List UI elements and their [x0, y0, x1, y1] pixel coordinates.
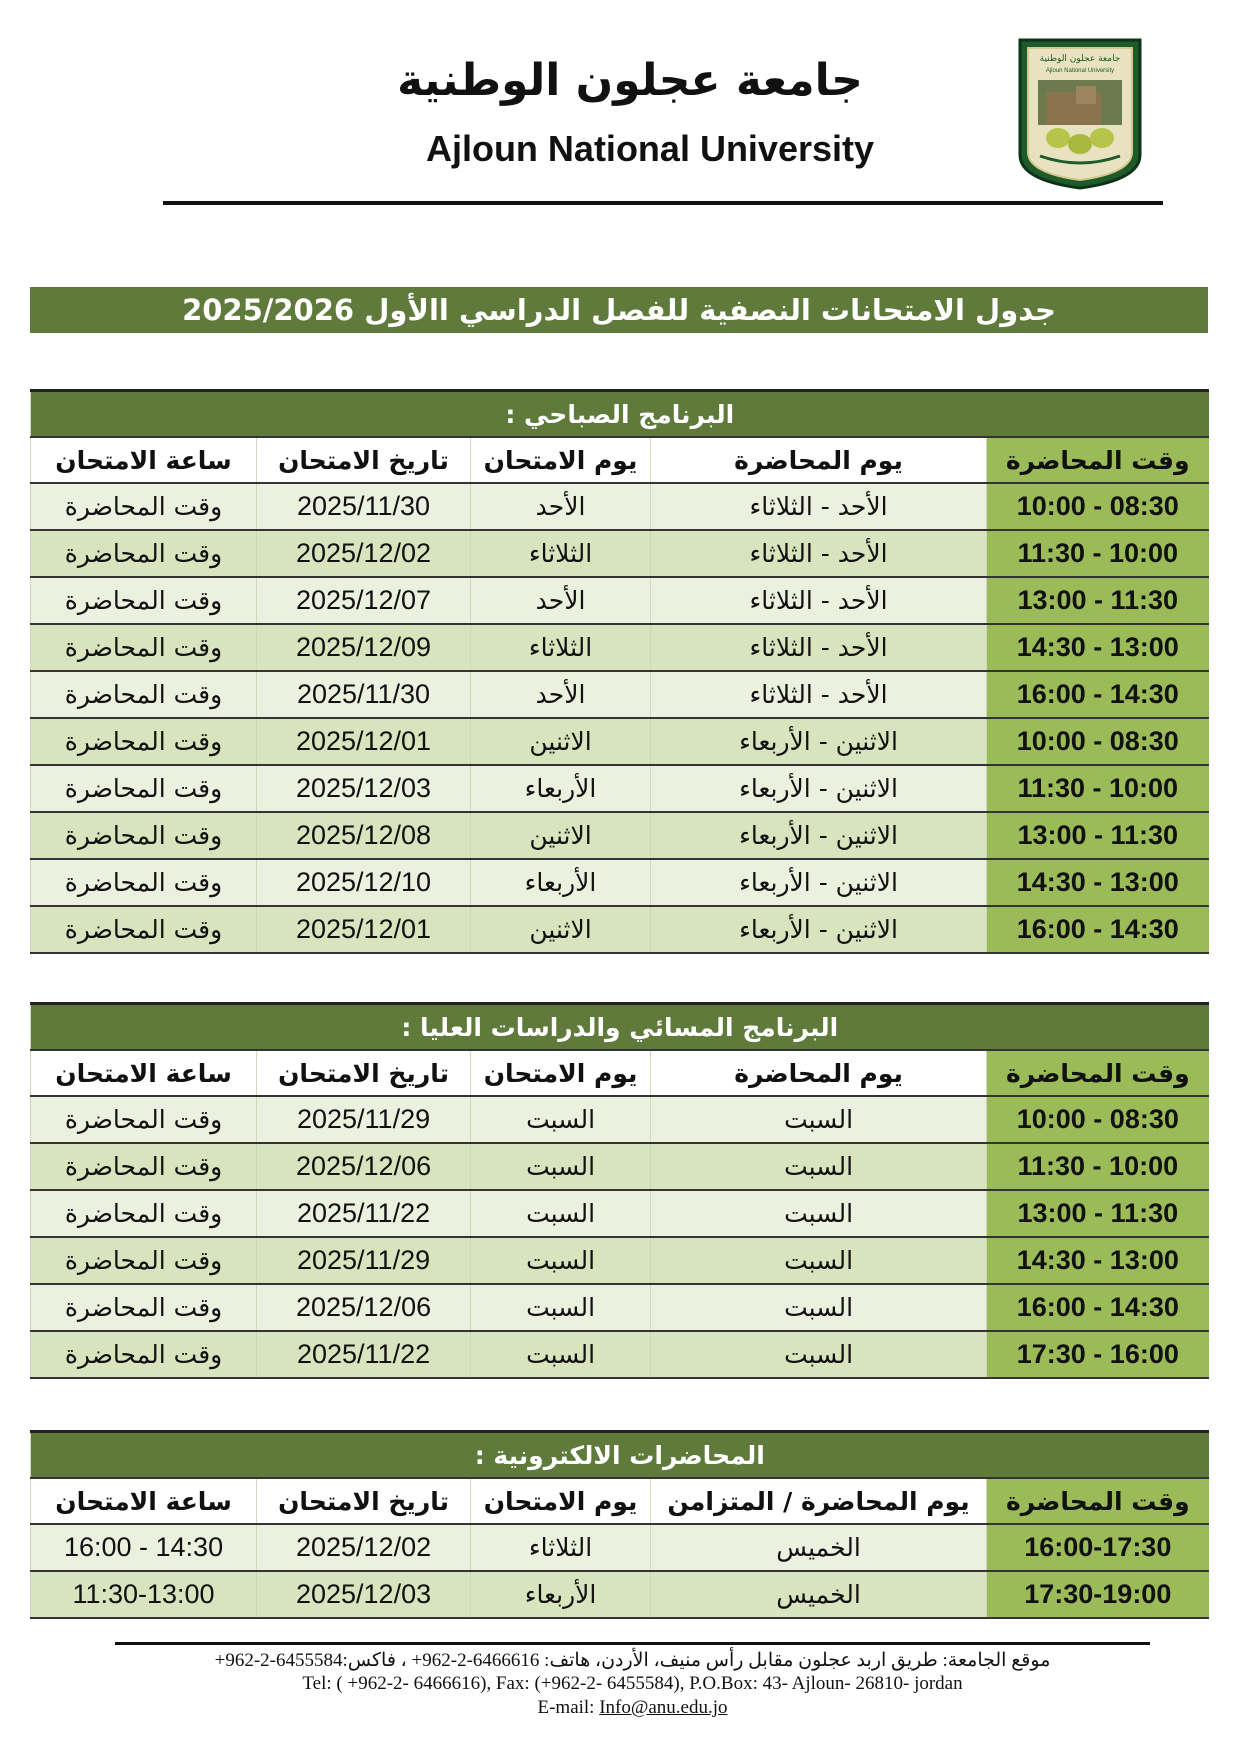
- exam-date-cell: 2025/12/07: [257, 577, 471, 624]
- lecture-time-cell: 16:00-17:30: [987, 1524, 1209, 1571]
- exam-day-cell: الأحد: [471, 577, 651, 624]
- lecture-time-cell: 11:30 - 13:00: [987, 812, 1209, 859]
- lecture-day-cell: الاثنين - الأربعاء: [651, 859, 987, 906]
- exam-time-cell: وقت المحاضرة: [31, 1096, 257, 1143]
- exam-date-cell: 2025/12/01: [257, 906, 471, 953]
- col-header-exam-date: تاريخ الامتحان: [257, 1050, 471, 1096]
- university-name-arabic: جامعة عجلون الوطنية: [397, 55, 863, 106]
- lecture-time-cell: 08:30 - 10:00: [987, 718, 1209, 765]
- morning-program-table: [30, 389, 1209, 954]
- exam-day-cell: الأحد: [471, 671, 651, 718]
- exam-day-cell: السبت: [471, 1143, 651, 1190]
- exam-time-cell: وقت المحاضرة: [31, 530, 257, 577]
- schedule-row: [31, 859, 1209, 906]
- exam-time-cell: وقت المحاضرة: [31, 1284, 257, 1331]
- exam-day-cell: الاثنين: [471, 718, 651, 765]
- footer-email: [115, 1697, 1150, 1719]
- exam-day-cell: الثلاثاء: [471, 1524, 651, 1571]
- exam-day-cell: الثلاثاء: [471, 530, 651, 577]
- schedule-row: [31, 812, 1209, 859]
- exam-date-cell: 2025/12/10: [257, 859, 471, 906]
- exam-time-cell: وقت المحاضرة: [31, 1237, 257, 1284]
- exam-time-cell: وقت المحاضرة: [31, 859, 257, 906]
- evening-program-table: [30, 1002, 1209, 1379]
- exam-time-cell: وقت المحاضرة: [31, 1143, 257, 1190]
- lecture-day-cell: السبت: [651, 1237, 987, 1284]
- lecture-time-cell: 10:00 - 11:30: [987, 530, 1209, 577]
- university-name-english: Ajloun National University: [425, 128, 875, 169]
- logo-text-arabic: جامعة عجلون الوطنية: [1039, 54, 1121, 64]
- exam-day-cell: الأربعاء: [471, 765, 651, 812]
- lecture-day-cell: الخميس: [651, 1571, 987, 1618]
- col-header-exam-date: تاريخ الامتحان: [257, 1478, 471, 1524]
- lecture-day-cell: السبت: [651, 1143, 987, 1190]
- exam-day-cell: الأربعاء: [471, 859, 651, 906]
- exam-date-cell: 2025/11/22: [257, 1331, 471, 1378]
- exam-date-cell: 2025/11/22: [257, 1190, 471, 1237]
- exam-date-cell: 2025/12/06: [257, 1284, 471, 1331]
- schedule-row: [31, 1096, 1209, 1143]
- exam-time-cell: وقت المحاضرة: [31, 1190, 257, 1237]
- lecture-day-cell: الأحد - الثلاثاء: [651, 483, 987, 530]
- col-header-lecture-time: وقت المحاضرة: [987, 1478, 1209, 1524]
- exam-time-cell: وقت المحاضرة: [31, 718, 257, 765]
- section-title-online: المحاضرات الالكترونية :: [31, 1432, 1209, 1479]
- exam-day-cell: الثلاثاء: [471, 624, 651, 671]
- exam-date-cell: 2025/12/09: [257, 624, 471, 671]
- col-header-exam-day: يوم الامتحان: [471, 437, 651, 483]
- schedule-row: [31, 530, 1209, 577]
- exam-day-cell: السبت: [471, 1190, 651, 1237]
- lecture-day-cell: الاثنين - الأربعاء: [651, 812, 987, 859]
- exam-time-cell: وقت المحاضرة: [31, 671, 257, 718]
- logo-text-english: Ajloun National University: [1045, 68, 1115, 74]
- exam-day-cell: السبت: [471, 1284, 651, 1331]
- lecture-day-cell: الأحد - الثلاثاء: [651, 577, 987, 624]
- exam-date-cell: 2025/12/03: [257, 1571, 471, 1618]
- footer-email-label: E-mail:: [537, 1697, 595, 1718]
- lecture-time-cell: 11:30 - 13:00: [987, 577, 1209, 624]
- lecture-day-cell: الاثنين - الأربعاء: [651, 765, 987, 812]
- schedule-row: [31, 906, 1209, 953]
- header-divider: [163, 201, 1163, 205]
- col-header-lecture-day-sync: يوم المحاضرة / المتزامن: [651, 1478, 987, 1524]
- lecture-time-cell: 08:30 - 10:00: [987, 1096, 1209, 1143]
- schedule-row: [31, 1284, 1209, 1331]
- col-header-lecture-day: يوم المحاضرة: [651, 1050, 987, 1096]
- lecture-time-cell: 13:00 - 14:30: [987, 624, 1209, 671]
- schedule-row: [31, 483, 1209, 530]
- exam-time-cell: وقت المحاضرة: [31, 1331, 257, 1378]
- footer-address-arabic: موقع الجامعة: طريق اربد عجلون مقابل رأس منيف، الأردن، هاتف: 6466616-2-962+ ، فاكس:6455584-2-962+: [214, 1650, 1051, 1671]
- exam-day-cell: الأحد: [471, 483, 651, 530]
- online-lectures-table: [30, 1430, 1209, 1619]
- schedule-row: [31, 1331, 1209, 1378]
- footer-divider: [115, 1642, 1150, 1645]
- lecture-time-cell: 17:30-19:00: [987, 1571, 1209, 1618]
- exam-time-cell: 11:30-13:00: [31, 1571, 257, 1618]
- lecture-time-cell: 13:00 - 14:30: [987, 859, 1209, 906]
- col-header-lecture-day: يوم المحاضرة: [651, 437, 987, 483]
- university-logo: [1010, 30, 1150, 190]
- schedule-row: [31, 577, 1209, 624]
- exam-time-cell: وقت المحاضرة: [31, 906, 257, 953]
- lecture-day-cell: السبت: [651, 1190, 987, 1237]
- lecture-day-cell: الأحد - الثلاثاء: [651, 624, 987, 671]
- section-title-morning: البرنامج الصباحي :: [31, 391, 1209, 438]
- lecture-day-cell: الاثنين - الأربعاء: [651, 906, 987, 953]
- exam-date-cell: 2025/12/03: [257, 765, 471, 812]
- exam-date-cell: 2025/11/30: [257, 483, 471, 530]
- lecture-time-cell: 14:30 - 16:00: [987, 1284, 1209, 1331]
- lecture-time-cell: 14:30 - 16:00: [987, 906, 1209, 953]
- lecture-day-cell: السبت: [651, 1331, 987, 1378]
- col-header-exam-day: يوم الامتحان: [471, 1478, 651, 1524]
- section-title-evening: البرنامج المسائي والدراسات العليا :: [31, 1004, 1209, 1051]
- footer-email-link[interactable]: Info@anu.edu.jo: [599, 1697, 728, 1718]
- exam-day-cell: السبت: [471, 1096, 651, 1143]
- exam-time-cell: وقت المحاضرة: [31, 483, 257, 530]
- exam-date-cell: 2025/11/29: [257, 1237, 471, 1284]
- schedule-row: [31, 765, 1209, 812]
- lecture-day-cell: الأحد - الثلاثاء: [651, 671, 987, 718]
- schedule-row: [31, 624, 1209, 671]
- exam-day-cell: الاثنين: [471, 812, 651, 859]
- lecture-day-cell: السبت: [651, 1284, 987, 1331]
- col-header-lecture-time: وقت المحاضرة: [987, 1050, 1209, 1096]
- lecture-time-cell: 11:30 - 13:00: [987, 1190, 1209, 1237]
- col-header-exam-time: ساعة الامتحان: [31, 437, 257, 483]
- exam-time-cell: وقت المحاضرة: [31, 624, 257, 671]
- schedule-row: [31, 1524, 1209, 1571]
- lecture-time-cell: 08:30 - 10:00: [987, 483, 1209, 530]
- lecture-day-cell: الأحد - الثلاثاء: [651, 530, 987, 577]
- lecture-day-cell: السبت: [651, 1096, 987, 1143]
- exam-date-cell: 2025/12/02: [257, 530, 471, 577]
- exam-time-cell: 14:30 - 16:00: [31, 1524, 257, 1571]
- lecture-time-cell: 13:00 - 14:30: [987, 1237, 1209, 1284]
- exam-date-cell: 2025/12/08: [257, 812, 471, 859]
- col-header-exam-time: ساعة الامتحان: [31, 1050, 257, 1096]
- exam-time-cell: وقت المحاضرة: [31, 577, 257, 624]
- exam-day-cell: السبت: [471, 1237, 651, 1284]
- col-header-lecture-time: وقت المحاضرة: [987, 437, 1209, 483]
- lecture-time-cell: 10:00 - 11:30: [987, 1143, 1209, 1190]
- exam-date-cell: 2025/12/02: [257, 1524, 471, 1571]
- lecture-day-cell: الاثنين - الأربعاء: [651, 718, 987, 765]
- lecture-time-cell: 16:00 - 17:30: [987, 1331, 1209, 1378]
- schedule-row: [31, 1190, 1209, 1237]
- exam-day-cell: الأربعاء: [471, 1571, 651, 1618]
- exam-date-cell: 2025/11/30: [257, 671, 471, 718]
- exam-date-cell: 2025/11/29: [257, 1096, 471, 1143]
- schedule-row: [31, 718, 1209, 765]
- schedule-row: [31, 1237, 1209, 1284]
- footer-contact-english: Tel: ( +962-2- 6466616), Fax: (+962-2- 6455584), P.O.Box: 43- Ajloun- 26810- jordan: [302, 1673, 963, 1694]
- exam-date-cell: 2025/12/06: [257, 1143, 471, 1190]
- lecture-time-cell: 14:30 - 16:00: [987, 671, 1209, 718]
- col-header-exam-time: ساعة الامتحان: [31, 1478, 257, 1524]
- schedule-row: [31, 1143, 1209, 1190]
- schedule-row: [31, 1571, 1209, 1618]
- exam-date-cell: 2025/12/01: [257, 718, 471, 765]
- exam-day-cell: الاثنين: [471, 906, 651, 953]
- exam-day-cell: السبت: [471, 1331, 651, 1378]
- col-header-exam-day: يوم الامتحان: [471, 1050, 651, 1096]
- lecture-time-cell: 10:00 - 11:30: [987, 765, 1209, 812]
- exam-time-cell: وقت المحاضرة: [31, 765, 257, 812]
- lecture-day-cell: الخميس: [651, 1524, 987, 1571]
- col-header-exam-date: تاريخ الامتحان: [257, 437, 471, 483]
- schedule-row: [31, 671, 1209, 718]
- exam-time-cell: وقت المحاضرة: [31, 812, 257, 859]
- exam-schedule-title: جدول الامتحانات النصفية للفصل الدراسي االأول 2025/2026: [30, 287, 1208, 333]
